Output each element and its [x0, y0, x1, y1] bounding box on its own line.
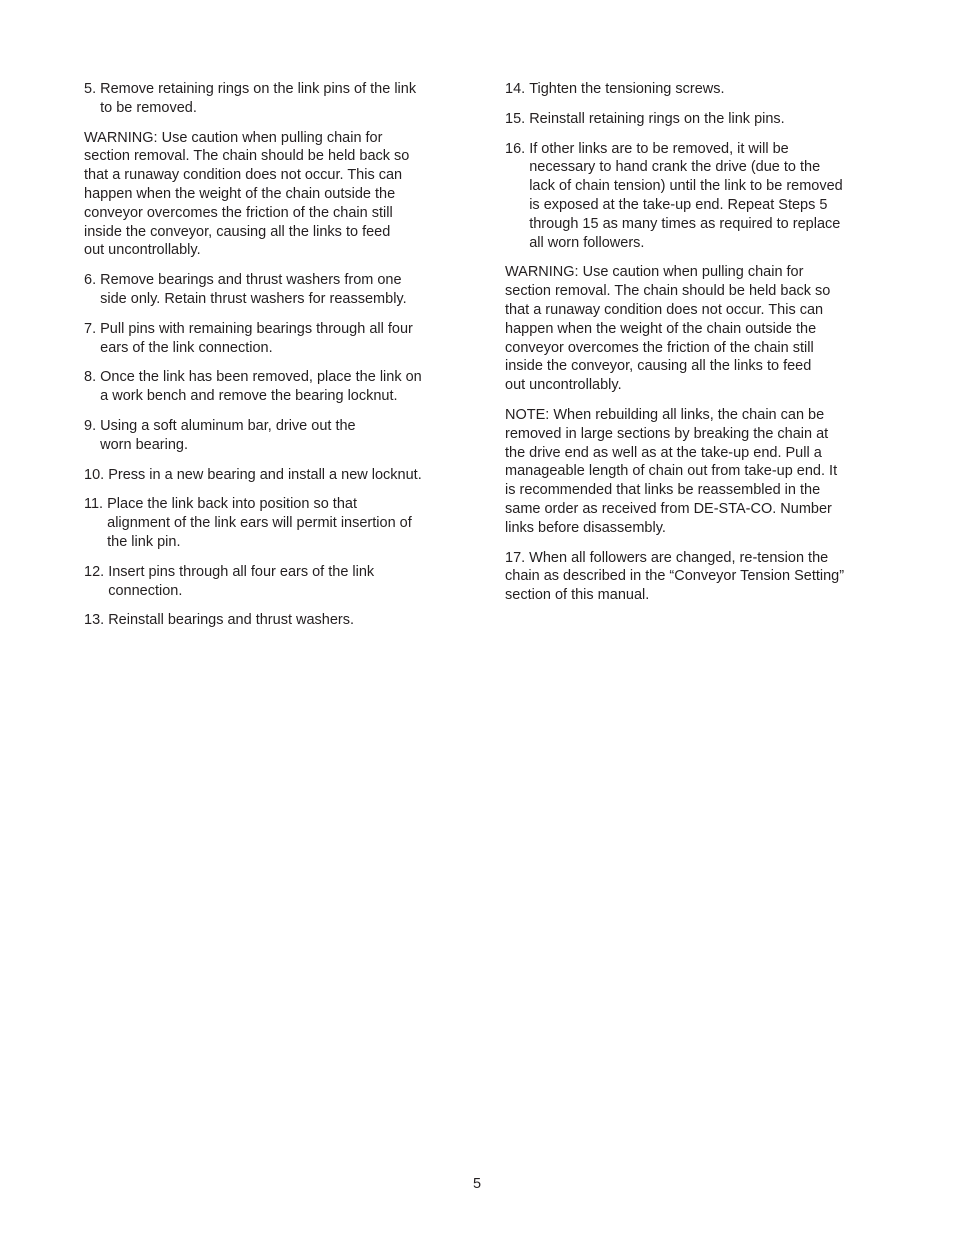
step-14 [505, 80, 877, 99]
left-column [84, 80, 456, 641]
step-15 [505, 110, 877, 129]
right-column [505, 80, 877, 616]
warning-paragraph: WARNING: Use caution when pulling chain for section removal. The chain should be held back so that a runaway condition does not occur. This can happen when the weight of the chain outside the conveyor overcomes the friction of the chain still inside the conveyor, causing all the links to feed out uncontrollably. [84, 129, 410, 259]
step-text: Reinstall retaining rings on the link pins. [529, 110, 785, 127]
step-text: Reinstall bearings and thrust washers. [108, 612, 355, 629]
step-text: If other links are to be removed, it will be necessary to hand crank the drive (due to the lack of chain tension) until the link to be removed is exposed at the take-up end. Repeat Steps 5 through 15 as many times as required to replace all worn followers. [529, 140, 843, 251]
step-text: Using a soft aluminum bar, drive out the worn bearing. [100, 417, 356, 453]
step-11 [84, 495, 456, 551]
page-number: 5 [472, 1176, 482, 1192]
warning-paragraph: WARNING: Use caution when pulling chain for section removal. The chain should be held back so that a runaway condition does not occur. This can happen when the weight of the chain outside the conveyor overcomes the friction of the chain still inside the conveyor, causing all the links to feed out uncontrollably. [505, 264, 831, 394]
step-6 [84, 271, 456, 309]
step-13 [84, 611, 456, 630]
step-17-paragraph: 17. When all followers are changed, re-tension the chain as described in the “Conveyor Tension Setting” section of this manual. [505, 549, 845, 604]
step-number: 10. [84, 466, 105, 483]
step-number: 13. [84, 612, 105, 629]
step-8 [84, 368, 456, 406]
step-text: Tighten the tensioning screws. [529, 81, 725, 97]
step-number: 6. [84, 272, 97, 289]
note-paragraph: NOTE: When rebuilding all links, the chain can be removed in large sections by breaking the chain at the drive end as well as at the take-up end. Pull a manageable length of chain out from take-up end. It is recommended that links be reassembled in the same order as received from DE-STA-CO. Number links before disassembly. [505, 406, 838, 536]
step-12 [84, 563, 456, 601]
step-text: Press in a new bearing and install a new locknut. [108, 466, 422, 483]
step-9 [84, 417, 456, 455]
step-text: Place the link back into position so that alignment of the link ears will permit insertion of the link pin. [107, 496, 412, 550]
step-text: Once the link has been removed, place the link on a work bench and remove the bearing locknut. [100, 369, 422, 405]
step-10 [84, 466, 456, 485]
step-number: 12. [84, 563, 105, 580]
step-number: 16. [505, 140, 526, 157]
step-text: Pull pins with remaining bearings through all four ears of the link connection. [100, 320, 413, 356]
step-text: Remove retaining rings on the link pins of the link to be removed. [100, 81, 417, 116]
step-number: 15. [505, 110, 526, 127]
step-number: 7. [84, 320, 97, 337]
step-number: 8. [84, 369, 97, 386]
step-text: Insert pins through all four ears of the link connection. [108, 563, 375, 599]
step-7 [84, 320, 456, 358]
step-number: 5. [84, 81, 97, 97]
step-5 [84, 80, 456, 118]
step-number: 14. [505, 81, 526, 97]
step-number: 11. [84, 496, 104, 513]
step-number: 9. [84, 417, 97, 434]
step-text: Remove bearings and thrust washers from one side only. Retain thrust washers for reassembly. [100, 272, 407, 307]
step-16 [505, 140, 877, 253]
